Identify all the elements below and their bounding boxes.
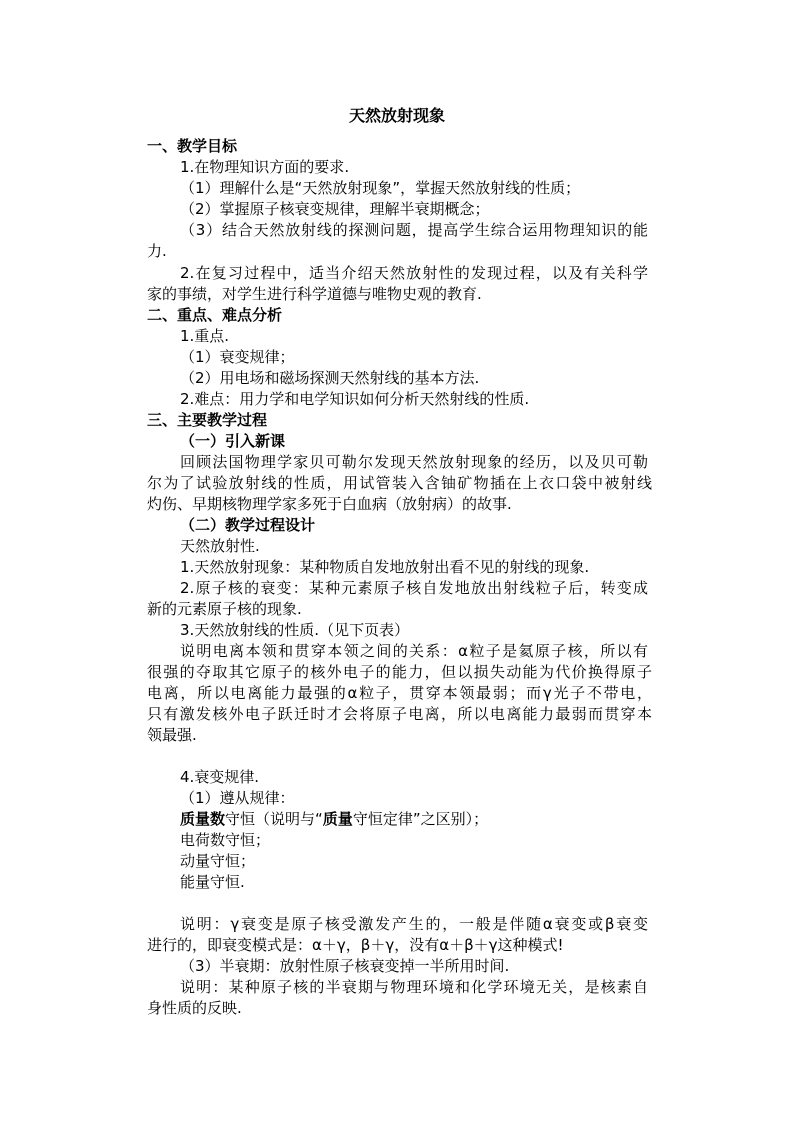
paragraph-line: 只有激发核外电子跃迁时才会将原子电离，所以电离能力最弱而贯穿本 <box>147 705 652 723</box>
paragraph-line: 尔为了试验放射线的性质，用试管装入含铀矿物插在上衣口袋中被射线 <box>147 474 652 492</box>
paragraph-line: 4.衰变规律. <box>180 768 260 786</box>
paragraph-line: 家的事绩，对学生进行科学道德与唯物史观的教育. <box>147 285 482 303</box>
paragraph-line: 新的元素原子核的现象. <box>147 600 302 618</box>
paragraph-line: 2.原子核的衰变：某种元素原子核自发地放出射线粒子后，转变成 <box>180 579 648 597</box>
paragraph-line: 很强的夺取其它原子的核外电子的能力，但以损失动能为代价换得原子 <box>147 663 652 681</box>
text-run: 守恒定律”之区别）； <box>352 810 489 828</box>
paragraph-line: 1.在物理知识方面的要求. <box>180 158 350 176</box>
paragraph-line: 说明：γ衰变是原子核受激发产生的，一般是伴随α衰变或β衰变 <box>180 915 648 933</box>
section-heading-teaching-process: 三、主要教学过程 <box>147 411 268 429</box>
paragraph-line: （2）掌握原子核衰变规律，理解半衰期概念； <box>180 200 490 218</box>
paragraph-line: 领最强. <box>147 726 197 744</box>
paragraph-line: 说明：某种原子核的半衰期与物理环境和化学环境无关，是核素自 <box>180 978 648 996</box>
subsection-heading-intro: （一）引入新课 <box>180 432 286 450</box>
paragraph-line: （1）理解什么是“天然放射现象”，掌握天然放射线的性质； <box>180 179 581 197</box>
paragraph-line: 动量守恒； <box>180 852 256 870</box>
paragraph-line: （2）用电场和磁场探测天然射线的基本方法. <box>180 369 480 387</box>
paragraph-line: 2.在复习过程中，适当介绍天然放射性的发现过程，以及有关科学 <box>180 264 648 282</box>
bold-term: 质量数 <box>180 810 226 828</box>
paragraph-line: 2.难点：用力学和电学知识如何分析天然射线的性质. <box>180 390 530 408</box>
bold-term: 质量 <box>322 810 353 828</box>
paragraph-line: 电荷数守恒； <box>180 831 271 849</box>
paragraph-line: 1.重点. <box>180 327 230 345</box>
paragraph-line: 3.天然放射线的性质.（见下页表） <box>180 621 410 639</box>
paragraph-line: 天然放射性. <box>180 537 260 555</box>
paragraph-line: 进行的，即衰变模式是：α＋γ，β＋γ，没有α＋β＋γ这种模式! <box>147 936 564 954</box>
section-heading-key-points: 二、重点、难点分析 <box>147 306 283 324</box>
paragraph-line: 灼伤、早期核物理学家多死于白血病（放射病）的故事. <box>147 495 512 513</box>
paragraph-line: （1）衰变规律； <box>180 348 295 366</box>
paragraph-line: 身性质的反映. <box>147 999 242 1017</box>
conservation-mass-number <box>180 809 488 830</box>
paragraph-line: 电离，所以电离能力最强的α粒子，贯穿本领最弱；而γ光子不带电， <box>147 684 652 702</box>
paragraph-line: 说明电离本领和贯穿本领之间的关系：α粒子是氦原子核，所以有 <box>180 642 648 660</box>
paragraph-line: （1）遵从规律： <box>180 789 295 807</box>
paragraph-line: （3）半衰期：放射性原子核衰变掉一半所用时间. <box>180 957 510 975</box>
text-run: 守恒（说明与“ <box>225 810 323 828</box>
paragraph-line: （3）结合天然放射线的探测问题，提高学生综合运用物理知识的能 <box>180 221 648 239</box>
page-title: 天然放射现象 <box>348 106 445 125</box>
paragraph-line: 力. <box>147 242 167 260</box>
paragraph-line: 1.天然放射现象：某种物质自发地放射出看不见的射线的现象. <box>180 558 590 576</box>
section-heading-teaching-goals: 一、教学目标 <box>147 137 238 155</box>
subsection-heading-design: （二）教学过程设计 <box>180 516 316 534</box>
paragraph-line: 回顾法国物理学家贝可勒尔发现天然放射现象的经历，以及贝可勒 <box>180 453 648 471</box>
paragraph-line: 能量守恒. <box>180 873 245 891</box>
